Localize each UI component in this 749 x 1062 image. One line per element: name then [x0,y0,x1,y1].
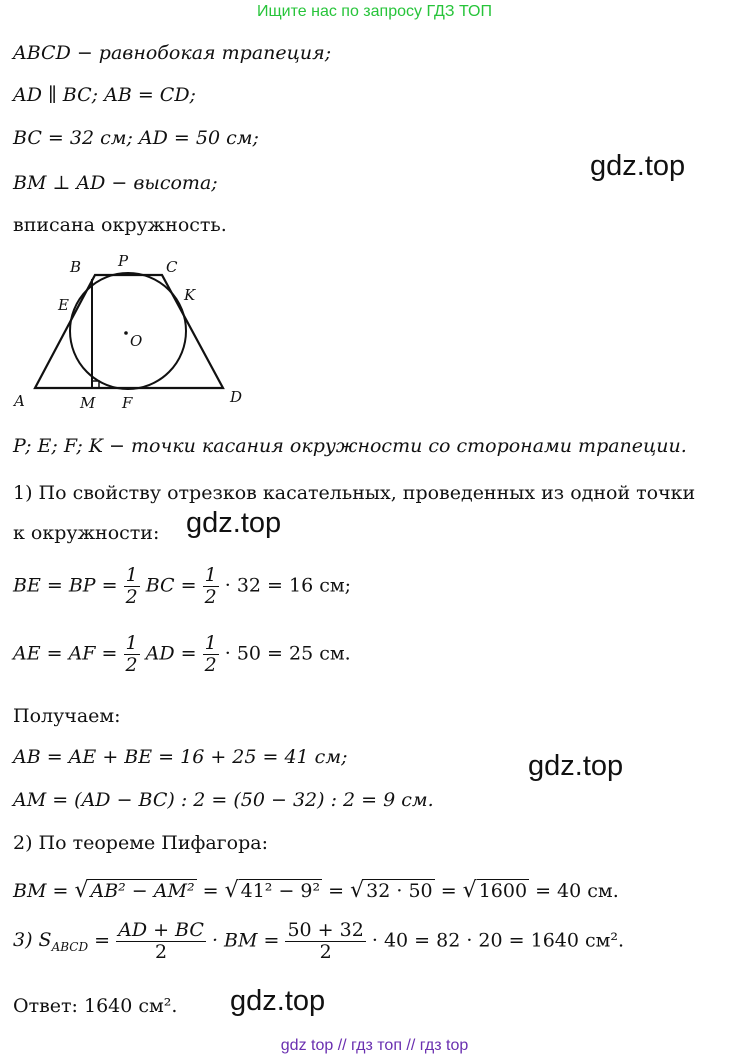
step-1-line-2: к окружности: [13,522,160,544]
sqrt-41-9: 41² − 9² [240,880,321,902]
formula-bm-result: = 40 см. [535,880,619,902]
formula-ae-part2: AD = [145,642,197,665]
formula-be-part1: BE = BP = [13,574,118,597]
label-P: P [118,252,129,270]
formula-ab: AB = AE + BE = 16 + 25 = 41 см; [13,746,348,768]
label-E: E [58,296,69,314]
inscribed-circle [70,273,186,389]
footer-links[interactable]: gdz top // гдз топ // гдз top [280,1037,469,1054]
watermark-2: gdz.top [186,507,282,539]
equals-sign: = [440,880,457,902]
watermark-1: gdz.top [590,150,686,182]
given-line-5: вписана окружность. [13,214,227,236]
label-O: O [130,332,143,350]
given-line-3: BC = 32 см; AD = 50 см; [13,127,259,149]
label-B: B [70,258,82,276]
watermark-4: gdz.top [230,985,326,1017]
formula-be-bp [13,565,351,608]
formula-be-part3: · 32 = 16 см; [224,574,352,597]
label-K: K [184,286,196,304]
watermark-3: gdz.top [528,750,624,782]
trapezoid-figure [8,248,258,416]
formula-bm-lhs: BM = [13,880,69,902]
result-heading: Получаем: [13,705,121,727]
label-D: D [230,388,243,406]
formula-ae-part1: AE = AF = [13,642,118,665]
formula-be-part2: BC = [145,574,197,597]
fraction-50-32: $\frac{50 + 32}{2}$ [287,919,364,963]
fraction-half: $\frac{1}{2}$ [204,632,217,676]
formula-bm: BM = √ AB² − AM² = √ 41² − 9² = √ 32 · 50 = √ 1600 = 40 см. [13,878,619,903]
tangent-points-line: P; E; F; K − точки касания окружности со сторонами трапеции. [13,435,687,457]
equals-sign: = [202,880,219,902]
equals-sign: = [328,880,345,902]
label-C: C [166,258,178,276]
top-banner[interactable]: Ищите нас по запросу ГДЗ ТОП [257,3,492,20]
fraction-half: $\frac{1}{2}$ [204,564,217,608]
label-A: A [14,392,25,410]
times-bm: · BM = [211,929,280,952]
answer-line: Ответ: 1640 см². [13,995,178,1017]
label-F: F [122,394,133,412]
given-line-2: AD ∥ BC; AB = CD; [13,84,196,106]
area-result: · 40 = 82 · 20 = 1640 см². [371,929,625,952]
formula-ae-af [13,633,351,676]
sqrt-32-50: 32 · 50 [366,880,433,902]
formula-ae-part3: · 50 = 25 см. [224,642,351,665]
given-line-4: BM ⊥ AD − высота; [13,172,218,194]
equals-sign: = [94,929,111,952]
step-2-line: 2) По теореме Пифагора: [13,832,268,854]
sqrt-1600: 1600 [478,880,528,902]
area-label: 3) $S_{ABCD}$ [13,929,89,955]
label-M: M [80,394,96,412]
given-line-1: ABCD − равнобокая трапеция; [13,42,332,64]
sqrt-ab-am: AB² − AM² [90,880,195,902]
step-1-line: 1) По свойству отрезков касательных, проведенных из одной точки [13,482,696,504]
fraction-half: $\frac{1}{2}$ [125,632,138,676]
center-dot [124,331,128,335]
formula-am: AM = (AD − BC) : 2 = (50 − 32) : 2 = 9 см. [13,789,434,811]
fraction-ad-bc: $\frac{AD + BC}{2}$ [118,919,204,963]
fraction-half: $\frac{1}{2}$ [125,564,138,608]
formula-area [13,920,624,963]
